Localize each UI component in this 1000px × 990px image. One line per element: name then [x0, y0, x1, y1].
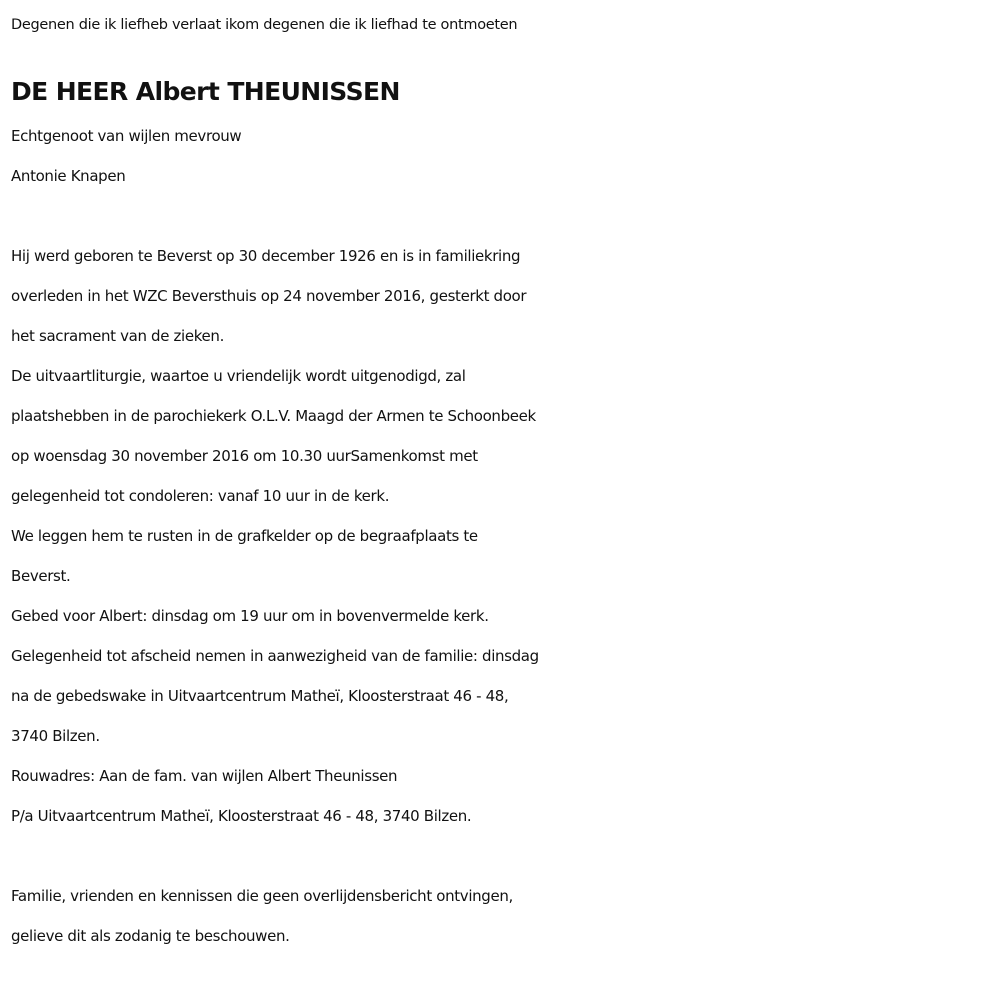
announcement-line: overleden in het WZC Beversthuis op 24 november 2016, gesterkt door — [11, 287, 527, 305]
announcement-line: Rouwadres: Aan de fam. van wijlen Albert Theunissen — [11, 767, 398, 785]
announcement-line: plaatshebben in de parochiekerk O.L.V. Maagd der Armen te Schoonbeek — [11, 407, 536, 425]
announcement-line: De uitvaartliturgie, waartoe u vriendelijk wordt uitgenodigd, zal — [11, 367, 466, 385]
spacer — [11, 836, 996, 876]
closing-block — [11, 876, 996, 956]
spouse-line: Antonie Knapen — [11, 167, 126, 185]
announcement-line: Hij werd geboren te Beverst op 30 december 1926 en is in familiekring — [11, 247, 521, 265]
motto-text: Degenen die ik liefheb verlaat ikom degenen die ik liefhad te ontmoeten — [11, 17, 518, 33]
announcement-line: gelegenheid tot condoleren: vanaf 10 uur in de kerk. — [11, 487, 390, 505]
announcement-line: P/a Uitvaartcentrum Matheï, Kloosterstraat 46 - 48, 3740 Bilzen. — [11, 807, 472, 825]
announcement-line: We leggen hem te rusten in de grafkelder op de begraafplaats te — [11, 527, 478, 545]
announcement-line: 3740 Bilzen. — [11, 727, 100, 745]
announcement-line: na de gebedswake in Uitvaartcentrum Matheï, Kloosterstraat 46 - 48, — [11, 687, 509, 705]
spouse-line: Echtgenoot van wijlen mevrouw — [11, 127, 242, 145]
spacer — [11, 196, 996, 236]
announcement-line: op woensdag 30 november 2016 om 10.30 uurSamenkomst met — [11, 447, 478, 465]
announcement-block — [11, 236, 996, 836]
announcement-line: het sacrament van de zieken. — [11, 327, 224, 345]
announcement-line: Gelegenheid tot afscheid nemen in aanwezigheid van de familie: dinsdag — [11, 647, 539, 665]
spouse-block — [11, 116, 996, 196]
closing-line: Familie, vrienden en kennissen die geen overlijdensbericht ontvingen, — [11, 887, 513, 905]
announcement-line: Gebed voor Albert: dinsdag om 19 uur om in bovenvermelde kerk. — [11, 607, 489, 625]
closing-line: gelieve dit als zodanig te beschouwen. — [11, 927, 290, 945]
announcement-line: Beverst. — [11, 567, 71, 585]
deceased-name: DE HEER Albert THEUNISSEN — [11, 77, 400, 106]
obituary-notice — [11, 0, 996, 956]
